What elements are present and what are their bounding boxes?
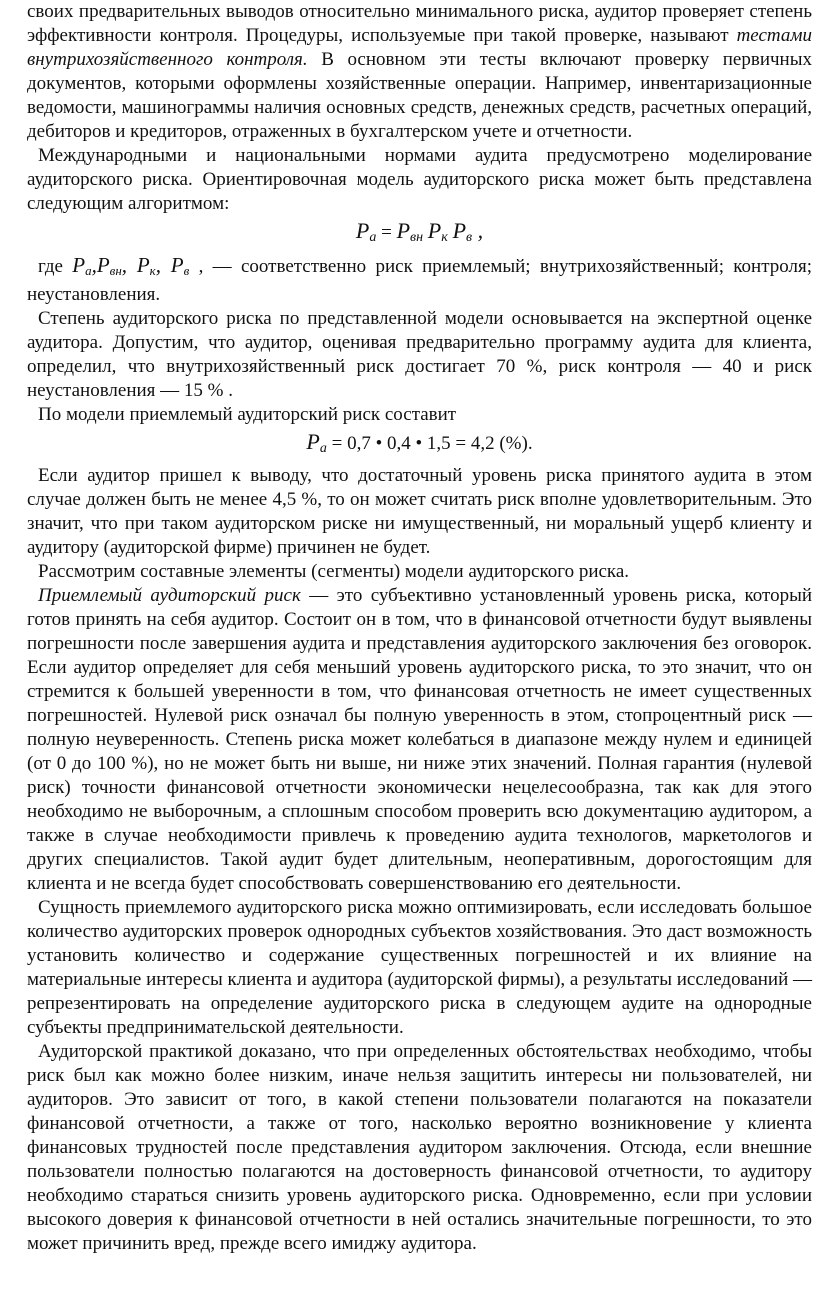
- paragraph-9: Аудиторской практикой доказано, что при определенных обстоятельствах необходимо, чтобы риск был как можно более низким, иначе нельзя защитить интересы ни пользователей, ни аудиторов. Это зависит от того, в какой степени пользователи полагаются на показатели финансовой отчетности, а также от того, насколько вероятно возникновение у клиента финансовых трудностей после представления аудитором заключения. Отсюда, если внешние пользователи полностью полагаются на достоверность финансовой отчетности, то аудитору необходимо стараться снизить уровень аудиторского риска. Одновременно, если при условии высокого доверия к финансовой отчетности в ней остались значительные погрешности, то это может причинить вред, прежде всего имиджу аудитора.: [27, 1041, 812, 1254]
- paragraph-1-text-a: своих предварительных выводов относительно минимального риска, аудитор проверяет степень эффективности контроля. Процедуры, используемые при такой проверке, называют: [27, 1, 812, 46]
- paragraph-6: Рассмотрим составные элементы (сегменты) модели аудиторского риска.: [38, 561, 630, 582]
- paragraph-1-emphasis: тестами внутрихозяйственного контроля.: [27, 25, 812, 70]
- paragraph-2: Международными и национальными нормами аудита предусмотрено моделирование аудиторского риска. Ориентировочная модель аудиторского риска может быть представлена следующим алгоритмом:: [27, 145, 812, 214]
- formula-calculation: $P_а = 0,7$ • 0,4 • 1,5 = 4,2 (%).: [306, 429, 533, 456]
- paragraph-4: По модели приемлемый аудиторский риск составит: [38, 404, 457, 425]
- paragraph-7-emphasis: Приемлемый аудиторский риск: [38, 585, 301, 606]
- paragraph-7: [27, 584, 812, 896]
- paragraph-1-text-b: В основном эти тесты включают проверку первичных документов, которыми оформлены хозяйственные операции. Например, инвентаризационные ведомости, машинограммы наличия основных средств, денежных средств, расчетных операций, дебиторов и кредиторов, отраженных в бухгалтерском учете и отчетности.: [27, 49, 812, 142]
- paragraph-3: Степень аудиторского риска по представленной модели основывается на экспертной оценке аудитора. Допустим, что аудитор, оценивая предварительно программу аудита для клиента, определил, что внутрихозяйственный риск достигает 70 %, риск контроля — 40 и риск неустановления — 15 % .: [27, 308, 812, 401]
- paragraph-8: Сущность приемлемого аудиторского риска можно оптимизировать, если исследовать большое количество аудиторских проверок однородных субъектов хозяйствования. Это даст возможность установить количество и содержание существенных погрешностей и их влияние на материальные интересы клиента и аудитора (аудиторской фирмы), а результаты исследований — репрезентировать на определение аудиторского риска в следующем аудите на однородные субъекты предпринимательской деятельности.: [27, 897, 813, 1038]
- formula-legend: где $P_а,P_{вн}$, $P_к$, $P_в$ , — соответственно риск приемлемый; внутрихозяйственный; контроля; неустановления.: [27, 253, 813, 305]
- formula-risk-model: $P_а = P_{вн}$ $P_к$ $P_в$ ,: [355, 218, 484, 245]
- paragraph-1: [27, 0, 812, 144]
- paragraph-7-text: — это субъективно установленный уровень риска, который готов принять на себя аудитор. Состоит он в том, что в финансовой отчетности будут выявлены погрешности после завершения аудита и представления аудиторского заключения без оговорок. Если аудитор определяет для себя меньший уровень аудиторского риска, то это значит, что он стремится к большей уверенности в том, что финансовая отчетность не имеет существенных погрешностей. Нулевой риск означал бы полную уверенность в этом, стопроцентный риск — полную неуверенность. Степень риска может колебаться в диапазоне между нулем и единицей (от 0 до 100 %), но не может быть ни выше, ни ниже этих значений. Полная гарантия (нулевой риск) точности финансовой отчетности экономически нецелесообразна, так как для этого необходимо не выборочным, а сплошным способом проверить всю документацию аудитором, а также в случае необходимости привлечь к проведению аудита технологов, маркетологов и других специалистов. Такой аудит будет длительным, неоперативным, дорогостоящим для клиента и не всегда будет способствовать совершенствованию его деятельности.: [27, 585, 812, 894]
- paragraph-5: Если аудитор пришел к выводу, что достаточный уровень риска принятого аудита в этом случае должен быть не менее 4,5 %, то он может считать риск вполне удовлетворительным. Это значит, что при таком аудиторском риске ни имущественный, ни моральный ущерб клиенту и аудитору (аудиторской фирме) причинен не будет.: [27, 465, 812, 558]
